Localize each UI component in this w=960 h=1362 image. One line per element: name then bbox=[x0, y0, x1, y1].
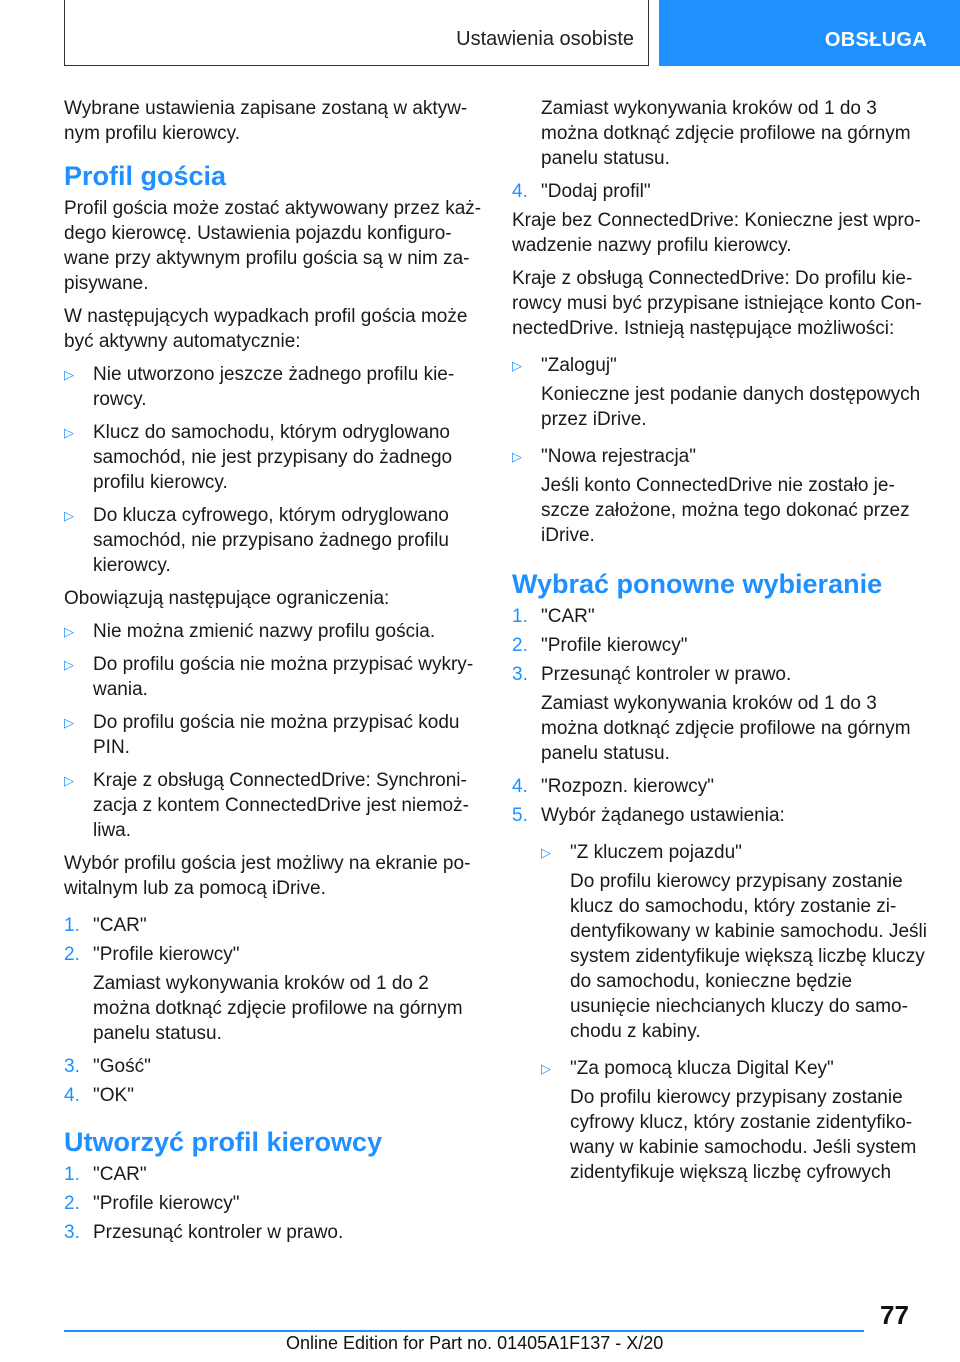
step-item: 5. Wybór żądanego ustawienia: bbox=[512, 805, 785, 826]
page-number: 77 bbox=[880, 1300, 909, 1330]
step-note: Zamiast wykonywania kroków od 1 do 3 można dotknąć zdjęcie profilowe na górnym panelu statusu. bbox=[541, 98, 911, 169]
step-item: 2. "Profile kierowcy" bbox=[512, 635, 688, 656]
footer-edition-text: Online Edition for Part no. 01405A1F137 - X/20 bbox=[286, 1333, 664, 1353]
left-column bbox=[64, 96, 484, 1249]
guest-select-paragraph: Wybór profilu gościa jest możliwy na ekranie powitalnym lub za pomocą iDrive. bbox=[64, 853, 471, 899]
step-item: 2. "Profile kierowcy" bbox=[64, 1193, 240, 1214]
list-item: ▷ "Zaloguj" bbox=[512, 355, 617, 376]
list-item: ▷ Kraje z obsługą ConnectedDrive: Synchronizacja z kontem ConnectedDrive jest niemożliwa. bbox=[64, 770, 469, 841]
restrictions-paragraph: Obowiązują następujące ograniczenia: bbox=[64, 588, 390, 609]
list-item: ▷ Klucz do samochodu, którym odryglowano samochód, nie jest przypisany do żadnego profilu kierowcy. bbox=[64, 422, 453, 493]
sub-option-note: Do profilu kierowcy przypisany zostanie klucz do samochodu, który zostanie zidentyfikowany w kabinie samochodu. Jeśli system zidentyfikuje większą liczbę kluczy do samochodu, konieczne będzie usunięcie niechcianych kluczy do samochodu z kabiny. bbox=[570, 871, 927, 1042]
header-chapter-tab[interactable] bbox=[659, 0, 960, 66]
right-column bbox=[512, 96, 930, 1193]
sub-list-item: ▷ "Z kluczem pojazdu" bbox=[541, 842, 742, 863]
footer-divider bbox=[64, 1330, 864, 1332]
header-section-box bbox=[64, 0, 649, 66]
step-item: 2. "Profile kierowcy" bbox=[64, 944, 240, 965]
triangle-bullet-icon: ▷ bbox=[64, 624, 74, 639]
step-item: 3. Przesunąć kontroler w prawo. bbox=[512, 664, 792, 685]
create-profile-heading: Utworzyć profil kierowcy bbox=[64, 1127, 383, 1157]
redial-heading: Wybrać ponowne wybieranie bbox=[512, 569, 883, 599]
step-item: 4. "Rozpozn. kierowcy" bbox=[512, 776, 714, 797]
list-item: ▷ Do profilu gościa nie można przypisać wykrywania. bbox=[64, 654, 474, 700]
triangle-bullet-icon: ▷ bbox=[541, 845, 551, 860]
header-section-title: Ustawienia osobiste bbox=[456, 28, 634, 50]
triangle-bullet-icon: ▷ bbox=[64, 657, 74, 672]
triangle-bullet-icon: ▷ bbox=[541, 1061, 551, 1076]
guest-paragraph-2: W następujących wypadkach profil gościa może być aktywny automatycznie: bbox=[64, 306, 468, 352]
sub-option-note: Do profilu kierowcy przypisany zostanie cyfrowy klucz, który zostanie zidentyfikowany w kabinie samochodu. Jeśli system zidentyfikuje większą liczbę cyfrowych bbox=[570, 1087, 917, 1183]
step-item: 4. "Dodaj profil" bbox=[512, 181, 651, 202]
triangle-bullet-icon: ▷ bbox=[64, 425, 74, 440]
list-item: ▷ Nie utworzono jeszcze żadnego profilu kierowcy. bbox=[64, 364, 455, 410]
option-note: Jeśli konto ConnectedDrive nie zostało jeszcze założone, można tego dokonać przez iDrive. bbox=[541, 475, 910, 546]
triangle-bullet-icon: ▷ bbox=[64, 367, 74, 382]
step-item: 1. "CAR" bbox=[64, 915, 147, 936]
step-item: 4. "OK" bbox=[64, 1085, 134, 1106]
option-note: Konieczne jest podanie danych dostępowych przez iDrive. bbox=[541, 384, 921, 430]
step-item: 3. "Gość" bbox=[64, 1056, 151, 1077]
guest-profile-heading: Profil gościa bbox=[64, 161, 227, 191]
intro-paragraph: Wybrane ustawienia zapisane zostaną w aktywnym profilu kierowcy. bbox=[64, 98, 468, 144]
guest-paragraph-1: Profil gościa może zostać aktywowany przez każdego kierowcę. Ustawienia pojazdu konfigurowane przy aktywnym profilu gościa są w nim zapisywane. bbox=[64, 198, 482, 294]
triangle-bullet-icon: ▷ bbox=[512, 358, 522, 373]
no-connecteddrive-paragraph: Kraje bez ConnectedDrive: Konieczne jest wprowadzenie nazwy profilu kierowcy. bbox=[512, 210, 921, 256]
triangle-bullet-icon: ▷ bbox=[512, 449, 522, 464]
triangle-bullet-icon: ▷ bbox=[64, 773, 74, 788]
header-chapter-title: OBSŁUGA bbox=[824, 28, 927, 51]
connecteddrive-paragraph: Kraje z obsługą ConnectedDrive: Do profilu kierowcy musi być przypisane istniejące konto ConnectedDrive. Istnieją następujące możliwości: bbox=[512, 268, 922, 339]
triangle-bullet-icon: ▷ bbox=[64, 715, 74, 730]
step-note: Zamiast wykonywania kroków od 1 do 2 można dotknąć zdjęcie profilowe na górnym panelu statusu. bbox=[93, 973, 463, 1044]
step-item: 3. Przesunąć kontroler w prawo. bbox=[64, 1222, 344, 1243]
step-item: 1. "CAR" bbox=[64, 1164, 147, 1185]
triangle-bullet-icon: ▷ bbox=[64, 508, 74, 523]
list-item: ▷ Nie można zmienić nazwy profilu gościa. bbox=[64, 621, 436, 642]
step-note: Zamiast wykonywania kroków od 1 do 3 można dotknąć zdjęcie profilowe na górnym panelu statusu. bbox=[541, 693, 911, 764]
sub-list-item: ▷ "Za pomocą klucza Digital Key" bbox=[541, 1058, 834, 1079]
step-item: 1. "CAR" bbox=[512, 606, 595, 627]
list-item: ▷ "Nowa rejestracja" bbox=[512, 446, 696, 467]
list-item: ▷ Do profilu gościa nie można przypisać kodu PIN. bbox=[64, 712, 460, 758]
list-item: ▷ Do klucza cyfrowego, którym odryglowano samochód, nie przypisano żadnego profilu kierowcy. bbox=[64, 505, 449, 576]
footer-edition bbox=[286, 1333, 663, 1354]
